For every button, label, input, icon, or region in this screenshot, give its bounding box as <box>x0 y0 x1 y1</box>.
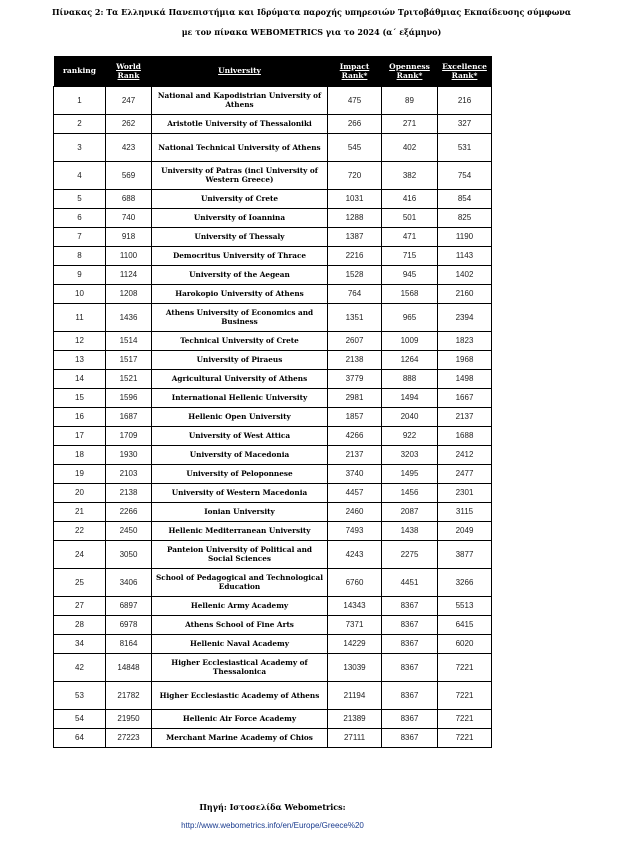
cell-university: University of Ioannina <box>152 208 328 227</box>
cell-ranking: 2 <box>54 114 106 133</box>
table-row <box>54 208 492 227</box>
cell-university: Merchant Marine Academy of Chios <box>152 728 328 747</box>
table-row <box>54 728 492 747</box>
cell-openness-rank: 402 <box>382 133 438 161</box>
cell-openness-rank: 1009 <box>382 331 438 350</box>
cell-impact-rank: 1031 <box>328 189 382 208</box>
cell-excellence-rank: 1143 <box>438 246 492 265</box>
cell-university: Aristotle University of Thessaloniki <box>152 114 328 133</box>
cell-impact-rank: 7371 <box>328 615 382 634</box>
cell-impact-rank: 7493 <box>328 521 382 540</box>
cell-impact-rank: 4266 <box>328 426 382 445</box>
table-row <box>54 388 492 407</box>
cell-ranking: 11 <box>54 303 106 331</box>
cell-world-rank: 2450 <box>106 521 152 540</box>
table-row <box>54 445 492 464</box>
cell-university: University of Thessaly <box>152 227 328 246</box>
cell-world-rank: 14848 <box>106 653 152 681</box>
cell-openness-rank: 89 <box>382 86 438 114</box>
cell-excellence-rank: 6020 <box>438 634 492 653</box>
cell-ranking: 34 <box>54 634 106 653</box>
cell-ranking: 16 <box>54 407 106 426</box>
cell-openness-rank: 1264 <box>382 350 438 369</box>
cell-university: Athens School of Fine Arts <box>152 615 328 634</box>
cell-ranking: 7 <box>54 227 106 246</box>
table-row <box>54 189 492 208</box>
cell-university: Higher Ecclesiastical Academy of Thessalonica <box>152 653 328 681</box>
cell-impact-rank: 3779 <box>328 369 382 388</box>
cell-university: Democritus University of Thrace <box>152 246 328 265</box>
cell-university: University of Crete <box>152 189 328 208</box>
table-caption-line-2: με τον πίνακα WEBOMETRICS για το 2024 (α΄ εξάμηνο) <box>181 27 442 37</box>
table-row <box>54 521 492 540</box>
cell-ranking: 9 <box>54 265 106 284</box>
cell-world-rank: 1208 <box>106 284 152 303</box>
cell-world-rank: 1687 <box>106 407 152 426</box>
cell-excellence-rank: 1688 <box>438 426 492 445</box>
cell-openness-rank: 471 <box>382 227 438 246</box>
cell-ranking: 28 <box>54 615 106 634</box>
cell-ranking: 17 <box>54 426 106 445</box>
cell-openness-rank: 271 <box>382 114 438 133</box>
table-row <box>54 350 492 369</box>
cell-world-rank: 1709 <box>106 426 152 445</box>
header-world-rank: World Rank <box>106 56 152 86</box>
cell-university: University of the Aegean <box>152 265 328 284</box>
table-row <box>54 407 492 426</box>
cell-impact-rank: 764 <box>328 284 382 303</box>
cell-excellence-rank: 754 <box>438 161 492 189</box>
cell-university: University of Piraeus <box>152 350 328 369</box>
header-openness-rank: Openness Rank* <box>382 56 438 86</box>
cell-excellence-rank: 854 <box>438 189 492 208</box>
cell-world-rank: 2138 <box>106 483 152 502</box>
cell-world-rank: 262 <box>106 114 152 133</box>
cell-impact-rank: 720 <box>328 161 382 189</box>
cell-university: University of Western Macedonia <box>152 483 328 502</box>
cell-impact-rank: 27111 <box>328 728 382 747</box>
header-excellence-rank: Excellence Rank* <box>438 56 492 86</box>
cell-excellence-rank: 2049 <box>438 521 492 540</box>
cell-impact-rank: 2981 <box>328 388 382 407</box>
cell-excellence-rank: 1968 <box>438 350 492 369</box>
cell-ranking: 18 <box>54 445 106 464</box>
cell-world-rank: 740 <box>106 208 152 227</box>
table-row <box>54 369 492 388</box>
cell-world-rank: 423 <box>106 133 152 161</box>
cell-excellence-rank: 3877 <box>438 540 492 568</box>
table-row <box>54 227 492 246</box>
cell-openness-rank: 1495 <box>382 464 438 483</box>
cell-impact-rank: 2137 <box>328 445 382 464</box>
cell-impact-rank: 2138 <box>328 350 382 369</box>
table-row <box>54 303 492 331</box>
cell-ranking: 14 <box>54 369 106 388</box>
cell-openness-rank: 382 <box>382 161 438 189</box>
cell-excellence-rank: 327 <box>438 114 492 133</box>
cell-university: Ionian University <box>152 502 328 521</box>
table-row <box>54 596 492 615</box>
cell-openness-rank: 4451 <box>382 568 438 596</box>
header-university: University <box>152 56 328 86</box>
cell-impact-rank: 2460 <box>328 502 382 521</box>
table-row <box>54 653 492 681</box>
cell-openness-rank: 8367 <box>382 615 438 634</box>
cell-world-rank: 1596 <box>106 388 152 407</box>
cell-openness-rank: 945 <box>382 265 438 284</box>
cell-ranking: 27 <box>54 596 106 615</box>
cell-world-rank: 688 <box>106 189 152 208</box>
cell-world-rank: 21782 <box>106 681 152 709</box>
cell-impact-rank: 1528 <box>328 265 382 284</box>
cell-ranking: 24 <box>54 540 106 568</box>
cell-excellence-rank: 1823 <box>438 331 492 350</box>
cell-ranking: 15 <box>54 388 106 407</box>
cell-impact-rank: 475 <box>328 86 382 114</box>
cell-openness-rank: 1494 <box>382 388 438 407</box>
cell-world-rank: 1514 <box>106 331 152 350</box>
cell-openness-rank: 8367 <box>382 709 438 728</box>
table-row <box>54 426 492 445</box>
cell-world-rank: 1517 <box>106 350 152 369</box>
cell-university: Hellenic Naval Academy <box>152 634 328 653</box>
table-header-row <box>54 56 492 86</box>
table-row <box>54 284 492 303</box>
cell-openness-rank: 922 <box>382 426 438 445</box>
cell-excellence-rank: 2137 <box>438 407 492 426</box>
cell-impact-rank: 1857 <box>328 407 382 426</box>
cell-ranking: 42 <box>54 653 106 681</box>
cell-ranking: 4 <box>54 161 106 189</box>
cell-university: Hellenic Open University <box>152 407 328 426</box>
cell-excellence-rank: 531 <box>438 133 492 161</box>
table-row <box>54 502 492 521</box>
cell-ranking: 22 <box>54 521 106 540</box>
cell-openness-rank: 1438 <box>382 521 438 540</box>
cell-excellence-rank: 3115 <box>438 502 492 521</box>
cell-world-rank: 1100 <box>106 246 152 265</box>
cell-university: Panteion University of Political and Social Sciences <box>152 540 328 568</box>
cell-impact-rank: 1288 <box>328 208 382 227</box>
cell-impact-rank: 21389 <box>328 709 382 728</box>
header-impact-rank: Impact Rank* <box>328 56 382 86</box>
cell-world-rank: 1436 <box>106 303 152 331</box>
cell-university: Agricultural University of Athens <box>152 369 328 388</box>
cell-ranking: 25 <box>54 568 106 596</box>
cell-impact-rank: 4457 <box>328 483 382 502</box>
cell-impact-rank: 266 <box>328 114 382 133</box>
table-row <box>54 709 492 728</box>
cell-openness-rank: 8367 <box>382 681 438 709</box>
cell-world-rank: 6978 <box>106 615 152 634</box>
cell-university: University of West Attica <box>152 426 328 445</box>
table-row <box>54 615 492 634</box>
cell-world-rank: 569 <box>106 161 152 189</box>
cell-world-rank: 3050 <box>106 540 152 568</box>
cell-ranking: 21 <box>54 502 106 521</box>
cell-openness-rank: 888 <box>382 369 438 388</box>
cell-university: International Hellenic University <box>152 388 328 407</box>
cell-excellence-rank: 2394 <box>438 303 492 331</box>
source-link[interactable]: http://www.webometrics.info/en/Europe/Greece%20 <box>181 821 364 830</box>
cell-ranking: 20 <box>54 483 106 502</box>
cell-world-rank: 2266 <box>106 502 152 521</box>
cell-excellence-rank: 5513 <box>438 596 492 615</box>
cell-excellence-rank: 2301 <box>438 483 492 502</box>
table-row <box>54 265 492 284</box>
table-row <box>54 483 492 502</box>
cell-openness-rank: 416 <box>382 189 438 208</box>
cell-openness-rank: 2040 <box>382 407 438 426</box>
header-ranking: ranking <box>54 56 106 86</box>
cell-impact-rank: 4243 <box>328 540 382 568</box>
cell-university: National Technical University of Athens <box>152 133 328 161</box>
cell-world-rank: 27223 <box>106 728 152 747</box>
cell-excellence-rank: 3266 <box>438 568 492 596</box>
cell-university: Harokopio University of Athens <box>152 284 328 303</box>
cell-impact-rank: 1387 <box>328 227 382 246</box>
cell-world-rank: 1930 <box>106 445 152 464</box>
cell-ranking: 13 <box>54 350 106 369</box>
cell-impact-rank: 14229 <box>328 634 382 653</box>
cell-university: Technical University of Crete <box>152 331 328 350</box>
cell-university: University of Patras (incl University of Western Greece) <box>152 161 328 189</box>
cell-excellence-rank: 1667 <box>438 388 492 407</box>
cell-ranking: 10 <box>54 284 106 303</box>
table-row <box>54 540 492 568</box>
table-row <box>54 568 492 596</box>
cell-world-rank: 8164 <box>106 634 152 653</box>
cell-ranking: 64 <box>54 728 106 747</box>
cell-excellence-rank: 2160 <box>438 284 492 303</box>
cell-openness-rank: 8367 <box>382 634 438 653</box>
table-row <box>54 681 492 709</box>
cell-ranking: 53 <box>54 681 106 709</box>
cell-university: Higher Ecclesiastic Academy of Athens <box>152 681 328 709</box>
cell-impact-rank: 13039 <box>328 653 382 681</box>
table-row <box>54 133 492 161</box>
table-row <box>54 331 492 350</box>
cell-ranking: 19 <box>54 464 106 483</box>
cell-world-rank: 2103 <box>106 464 152 483</box>
cell-excellence-rank: 7221 <box>438 653 492 681</box>
cell-excellence-rank: 216 <box>438 86 492 114</box>
cell-impact-rank: 1351 <box>328 303 382 331</box>
cell-ranking: 12 <box>54 331 106 350</box>
cell-world-rank: 247 <box>106 86 152 114</box>
table-row <box>54 86 492 114</box>
cell-impact-rank: 21194 <box>328 681 382 709</box>
table-row <box>54 161 492 189</box>
cell-openness-rank: 501 <box>382 208 438 227</box>
table-row <box>54 634 492 653</box>
cell-university: Hellenic Mediterranean University <box>152 521 328 540</box>
cell-openness-rank: 8367 <box>382 728 438 747</box>
cell-university: National and Kapodistrian University of Athens <box>152 86 328 114</box>
table-row <box>54 464 492 483</box>
cell-excellence-rank: 2477 <box>438 464 492 483</box>
cell-impact-rank: 545 <box>328 133 382 161</box>
cell-ranking: 8 <box>54 246 106 265</box>
cell-openness-rank: 1568 <box>382 284 438 303</box>
cell-openness-rank: 715 <box>382 246 438 265</box>
cell-excellence-rank: 1498 <box>438 369 492 388</box>
cell-excellence-rank: 7221 <box>438 681 492 709</box>
cell-university: Hellenic Army Academy <box>152 596 328 615</box>
cell-excellence-rank: 1402 <box>438 265 492 284</box>
cell-university: School of Pedagogical and Technological Education <box>152 568 328 596</box>
cell-openness-rank: 2087 <box>382 502 438 521</box>
table-row <box>54 246 492 265</box>
cell-world-rank: 1521 <box>106 369 152 388</box>
cell-ranking: 5 <box>54 189 106 208</box>
cell-university: University of Peloponnese <box>152 464 328 483</box>
cell-world-rank: 6897 <box>106 596 152 615</box>
cell-impact-rank: 14343 <box>328 596 382 615</box>
cell-ranking: 3 <box>54 133 106 161</box>
cell-excellence-rank: 825 <box>438 208 492 227</box>
cell-excellence-rank: 7221 <box>438 709 492 728</box>
cell-world-rank: 918 <box>106 227 152 246</box>
cell-openness-rank: 965 <box>382 303 438 331</box>
cell-university: Hellenic Air Force Academy <box>152 709 328 728</box>
cell-world-rank: 21950 <box>106 709 152 728</box>
cell-university: Athens University of Economics and Business <box>152 303 328 331</box>
cell-ranking: 1 <box>54 86 106 114</box>
table-row <box>54 114 492 133</box>
cell-excellence-rank: 2412 <box>438 445 492 464</box>
cell-openness-rank: 8367 <box>382 653 438 681</box>
table-caption-line-1: Πίνακας 2: Τα Ελληνικά Πανεπιστήμια και Ιδρύματα παροχής υπηρεσιών Τριτοβάθμιας Εκπαίδευσης σύμφωνα <box>51 7 572 17</box>
webometrics-table <box>53 56 492 748</box>
cell-excellence-rank: 1190 <box>438 227 492 246</box>
cell-impact-rank: 2216 <box>328 246 382 265</box>
cell-university: University of Macedonia <box>152 445 328 464</box>
cell-impact-rank: 2607 <box>328 331 382 350</box>
cell-world-rank: 1124 <box>106 265 152 284</box>
cell-excellence-rank: 6415 <box>438 615 492 634</box>
cell-openness-rank: 3203 <box>382 445 438 464</box>
source-label: Πηγή: Ιστοσελίδα Webometrics: <box>199 802 346 812</box>
cell-excellence-rank: 7221 <box>438 728 492 747</box>
cell-openness-rank: 2275 <box>382 540 438 568</box>
cell-ranking: 54 <box>54 709 106 728</box>
cell-ranking: 6 <box>54 208 106 227</box>
cell-impact-rank: 6760 <box>328 568 382 596</box>
cell-impact-rank: 3740 <box>328 464 382 483</box>
cell-openness-rank: 1456 <box>382 483 438 502</box>
cell-world-rank: 3406 <box>106 568 152 596</box>
cell-openness-rank: 8367 <box>382 596 438 615</box>
